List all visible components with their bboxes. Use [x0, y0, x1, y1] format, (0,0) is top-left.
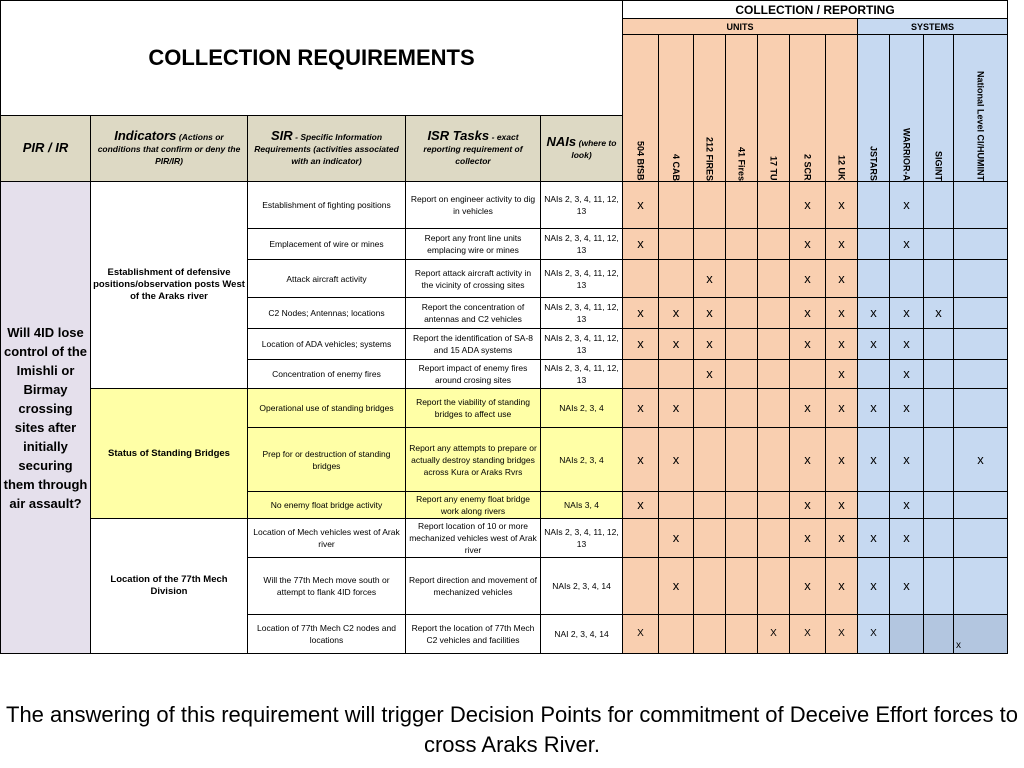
sir-cell: No enemy float bridge activity	[248, 492, 406, 519]
coverage-mark-cell	[924, 492, 954, 519]
coverage-mark-cell: x	[890, 428, 924, 492]
indicator-cell: Establishment of defensive positions/observation posts West of the Araks river	[91, 182, 248, 389]
coverage-mark-cell: x	[790, 492, 826, 519]
coverage-mark-cell	[924, 428, 954, 492]
isr-task-cell: Report the concentration of antennas and C2 vehicles	[406, 298, 541, 329]
coverage-mark-cell: x	[890, 229, 924, 260]
coverage-mark-cell: x	[826, 329, 858, 360]
coverage-mark-cell	[924, 360, 954, 389]
sir-cell: Operational use of standing bridges	[248, 389, 406, 428]
coverage-mark-cell: x	[790, 428, 826, 492]
coverage-mark-cell	[858, 182, 890, 229]
isr-task-cell: Report attack aircraft activity in the vicinity of crossing sites	[406, 260, 541, 298]
sir-cell: Will the 77th Mech move south or attempt to flank 4ID forces	[248, 558, 406, 615]
isr-header-sub: - exact reporting requirement of collector	[423, 132, 523, 166]
coverage-mark-cell	[758, 492, 790, 519]
isr-task-cell: Report the location of 77th Mech C2 vehicles and facilities	[406, 615, 541, 654]
coverage-mark-cell: x	[890, 182, 924, 229]
coverage-mark-cell	[659, 360, 694, 389]
coverage-mark-cell: x	[890, 389, 924, 428]
coverage-mark-cell	[924, 389, 954, 428]
coverage-mark-cell: x	[623, 428, 659, 492]
coverage-mark-cell: x	[890, 360, 924, 389]
coverage-mark-cell: x	[659, 558, 694, 615]
coverage-mark-cell	[726, 360, 758, 389]
coverage-mark-cell	[623, 519, 659, 558]
coverage-mark-cell	[758, 519, 790, 558]
coverage-mark-cell	[858, 360, 890, 389]
coverage-mark-cell	[758, 360, 790, 389]
page-title: COLLECTION REQUIREMENTS	[1, 1, 623, 116]
coverage-mark-cell: x	[890, 298, 924, 329]
coverage-mark-cell	[954, 260, 1008, 298]
units-group-header: UNITS	[623, 19, 858, 35]
system-column-header	[954, 35, 1008, 182]
isr-task-cell: Report any front line units emplacing wire or mines	[406, 229, 541, 260]
isr-task-cell: Report the viability of standing bridges to affect use	[406, 389, 541, 428]
coverage-mark-cell	[726, 260, 758, 298]
coverage-mark-cell	[758, 298, 790, 329]
nais-cell: NAIs 2, 3, 4, 11, 12, 13	[541, 229, 623, 260]
coverage-mark-cell: x	[790, 182, 826, 229]
coverage-mark-cell: x	[890, 329, 924, 360]
coverage-mark-cell: x	[790, 260, 826, 298]
coverage-mark-cell	[726, 298, 758, 329]
unit-column-label: 41 Fires	[736, 146, 747, 181]
nais-cell: NAIs 2, 3, 4	[541, 389, 623, 428]
coverage-mark-cell: x	[659, 519, 694, 558]
indicators-header-sub: (Actions or conditions that confirm or deny the PIR/IR)	[97, 132, 241, 166]
coverage-mark-cell	[694, 182, 726, 229]
coverage-mark-cell: x	[826, 492, 858, 519]
coverage-mark-cell: X	[758, 615, 790, 654]
coverage-mark-cell	[694, 389, 726, 428]
coverage-mark-cell: x	[790, 389, 826, 428]
coverage-mark-cell	[623, 360, 659, 389]
coverage-mark-cell: x	[954, 428, 1008, 492]
sir-header-sub: - Specific Information Requirements (activities associated with an indicator)	[254, 132, 399, 166]
coverage-mark-cell	[890, 260, 924, 298]
system-column-label: WARRIOR-A	[901, 128, 912, 181]
coverage-mark-cell: x	[659, 389, 694, 428]
coverage-mark-cell	[726, 229, 758, 260]
coverage-mark-cell	[954, 558, 1008, 615]
coverage-mark-cell: x	[623, 389, 659, 428]
unit-column-header	[790, 35, 826, 182]
nais-header	[541, 116, 623, 182]
coverage-mark-cell	[858, 492, 890, 519]
isr-task-cell: Report location of 10 or more mechanized vehicles west of Arak river	[406, 519, 541, 558]
isr-task-cell: Report the identification of SA-8 and 15 ADA systems	[406, 329, 541, 360]
coverage-mark-cell: x	[623, 298, 659, 329]
coverage-mark-cell	[726, 329, 758, 360]
coverage-mark-cell: x	[659, 329, 694, 360]
pir-header-label: PIR / IR	[22, 140, 69, 155]
coverage-mark-cell	[924, 182, 954, 229]
coverage-mark-cell	[726, 492, 758, 519]
coverage-mark-cell	[758, 229, 790, 260]
coverage-mark-cell: x	[858, 558, 890, 615]
coverage-mark-cell	[858, 260, 890, 298]
pir-question: Will 4ID lose control of the Imishli or Birmay crossing sites after initially securing them through air assault?	[1, 182, 91, 654]
sir-header	[248, 116, 406, 182]
coverage-mark-cell	[694, 428, 726, 492]
coverage-mark-cell: x	[694, 298, 726, 329]
coverage-mark-cell: x	[924, 298, 954, 329]
unit-column-label: 12 UK	[836, 155, 847, 181]
indicators-header	[91, 116, 248, 182]
coverage-mark-cell: x	[890, 492, 924, 519]
nais-cell: NAIs 2, 3, 4, 14	[541, 558, 623, 615]
coverage-mark-cell	[659, 260, 694, 298]
coverage-mark-cell: x	[659, 428, 694, 492]
sir-cell: Location of 77th Mech C2 nodes and locations	[248, 615, 406, 654]
coverage-mark-cell	[924, 558, 954, 615]
system-column-label: JSTARS	[868, 146, 879, 181]
coverage-mark-cell	[659, 615, 694, 654]
sir-cell: Location of Mech vehicles west of Arak river	[248, 519, 406, 558]
coverage-mark-cell: x	[954, 615, 1008, 654]
unit-column-label: 504 BfSB	[635, 141, 646, 181]
coverage-mark-cell	[858, 229, 890, 260]
sir-header-label: SIR	[270, 128, 293, 143]
coverage-mark-cell	[694, 558, 726, 615]
coverage-mark-cell: X	[623, 615, 659, 654]
coverage-mark-cell: x	[694, 260, 726, 298]
coverage-mark-cell: x	[694, 329, 726, 360]
systems-group-header: SYSTEMS	[858, 19, 1008, 35]
coverage-mark-cell: x	[890, 558, 924, 615]
coverage-mark-cell: X	[826, 615, 858, 654]
collection-reporting-header: COLLECTION / REPORTING	[623, 1, 1008, 19]
coverage-mark-cell	[758, 329, 790, 360]
coverage-mark-cell	[726, 615, 758, 654]
coverage-mark-cell	[694, 519, 726, 558]
coverage-mark-cell: x	[623, 182, 659, 229]
coverage-mark-cell	[924, 615, 954, 654]
unit-column-label: 17 TU	[768, 156, 779, 181]
coverage-mark-cell	[623, 558, 659, 615]
sir-cell: Concentration of enemy fires	[248, 360, 406, 389]
coverage-mark-cell: x	[858, 389, 890, 428]
isr-task-cell: Report direction and movement of mechanized vehicles	[406, 558, 541, 615]
isr-task-cell: Report impact of enemy fires around crosing sites	[406, 360, 541, 389]
indicator-cell: Status of Standing Bridges	[91, 389, 248, 519]
unit-column-header	[826, 35, 858, 182]
unit-column-label: 2 SCR	[802, 154, 813, 181]
nais-cell: NAIs 2, 3, 4, 11, 12, 13	[541, 519, 623, 558]
sir-cell: Prep for or destruction of standing bridges	[248, 428, 406, 492]
coverage-mark-cell	[694, 492, 726, 519]
coverage-mark-cell	[924, 519, 954, 558]
coverage-mark-cell: x	[826, 182, 858, 229]
unit-column-label: 4 CAB	[671, 153, 681, 181]
unit-column-header	[758, 35, 790, 182]
isr-header	[406, 116, 541, 182]
indicator-cell: Location of the 77th Mech Division	[91, 519, 248, 654]
coverage-mark-cell	[758, 558, 790, 615]
coverage-mark-cell	[790, 360, 826, 389]
coverage-mark-cell	[758, 428, 790, 492]
coverage-mark-cell: x	[858, 428, 890, 492]
coverage-mark-cell: x	[790, 229, 826, 260]
isr-task-cell: Report any enemy float bridge work along rivers	[406, 492, 541, 519]
sir-cell: Location of ADA vehicles; systems	[248, 329, 406, 360]
coverage-mark-cell	[954, 329, 1008, 360]
coverage-mark-cell	[659, 182, 694, 229]
unit-column-label: 212 FIRES	[704, 136, 715, 181]
coverage-mark-cell	[758, 182, 790, 229]
coverage-mark-cell: x	[826, 229, 858, 260]
coverage-mark-cell: x	[826, 260, 858, 298]
unit-column-header	[623, 35, 659, 182]
coverage-mark-cell: x	[659, 298, 694, 329]
coverage-mark-cell: x	[694, 360, 726, 389]
coverage-mark-cell	[659, 229, 694, 260]
coverage-mark-cell: x	[623, 229, 659, 260]
coverage-mark-cell: x	[826, 298, 858, 329]
coverage-mark-cell: x	[826, 428, 858, 492]
nais-cell: NAIs 2, 3, 4, 11, 12, 13	[541, 360, 623, 389]
coverage-mark-cell	[954, 492, 1008, 519]
unit-column-header	[726, 35, 758, 182]
coverage-mark-cell: x	[826, 558, 858, 615]
system-column-label: SIGINT	[933, 150, 944, 181]
table-row	[1, 182, 1008, 229]
system-column-header	[890, 35, 924, 182]
unit-column-header	[659, 35, 694, 182]
coverage-mark-cell	[726, 428, 758, 492]
coverage-mark-cell	[954, 519, 1008, 558]
coverage-mark-cell	[694, 615, 726, 654]
system-column-label: National Level CI/HUMINT	[975, 70, 986, 181]
coverage-mark-cell	[726, 389, 758, 428]
coverage-mark-cell: x	[890, 519, 924, 558]
nais-cell: NAIs 2, 3, 4, 11, 12, 13	[541, 298, 623, 329]
sir-cell: C2 Nodes; Antennas; locations	[248, 298, 406, 329]
coverage-mark-cell: X	[790, 615, 826, 654]
table-row	[1, 389, 1008, 428]
sir-cell: Emplacement of wire or mines	[248, 229, 406, 260]
footer-note: The answering of this requirement will trigger Decision Points for commitment of Deceive Effort forces to cross Araks River.	[6, 702, 1018, 757]
coverage-mark-cell	[659, 492, 694, 519]
nais-cell: NAIs 2, 3, 4	[541, 428, 623, 492]
coverage-mark-cell: x	[858, 329, 890, 360]
coverage-mark-cell: x	[826, 360, 858, 389]
nais-header-sub: (where to look)	[571, 138, 617, 160]
coverage-mark-cell	[726, 519, 758, 558]
unit-column-header	[694, 35, 726, 182]
coverage-mark-cell	[924, 260, 954, 298]
coverage-mark-cell: x	[790, 519, 826, 558]
coverage-mark-cell	[924, 229, 954, 260]
indicators-header-label: Indicators	[114, 128, 177, 143]
coverage-mark-cell: x	[858, 298, 890, 329]
sir-cell: Establishment of fighting positions	[248, 182, 406, 229]
coverage-mark-cell: x	[790, 558, 826, 615]
coverage-mark-cell: x	[790, 298, 826, 329]
coverage-mark-cell	[954, 298, 1008, 329]
coverage-mark-cell: x	[826, 389, 858, 428]
system-column-header	[924, 35, 954, 182]
sir-cell: Attack aircraft activity	[248, 260, 406, 298]
coverage-mark-cell	[758, 389, 790, 428]
nais-cell: NAIs 3, 4	[541, 492, 623, 519]
coverage-mark-cell	[954, 182, 1008, 229]
table-row	[1, 519, 1008, 558]
isr-task-cell: Report on engineer activity to dig in vehicles	[406, 182, 541, 229]
nais-cell: NAIs 2, 3, 4, 11, 12, 13	[541, 260, 623, 298]
coverage-mark-cell: x	[623, 329, 659, 360]
coverage-mark-cell	[954, 229, 1008, 260]
coverage-mark-cell	[924, 329, 954, 360]
coverage-mark-cell: X	[858, 615, 890, 654]
nais-cell: NAI 2, 3, 4, 14	[541, 615, 623, 654]
coverage-mark-cell	[694, 229, 726, 260]
coverage-mark-cell	[623, 260, 659, 298]
coverage-mark-cell	[890, 615, 924, 654]
nais-cell: NAIs 2, 3, 4, 11, 12, 13	[541, 329, 623, 360]
system-column-header	[858, 35, 890, 182]
coverage-mark-cell: x	[790, 329, 826, 360]
nais-header-label: NAIs	[546, 134, 577, 149]
coverage-mark-cell	[758, 260, 790, 298]
nais-cell: NAIs 2, 3, 4, 11, 12, 13	[541, 182, 623, 229]
coverage-mark-cell: x	[623, 492, 659, 519]
isr-task-cell: Report any attempts to prepare or actually destroy standing bridges across Kura or Araks Rvrs	[406, 428, 541, 492]
coverage-mark-cell	[954, 389, 1008, 428]
pir-header	[1, 116, 91, 182]
coverage-mark-cell	[954, 360, 1008, 389]
coverage-mark-cell: x	[858, 519, 890, 558]
isr-header-label: ISR Tasks	[427, 128, 490, 143]
coverage-mark-cell	[726, 558, 758, 615]
coverage-mark-cell	[726, 182, 758, 229]
coverage-mark-cell: x	[826, 519, 858, 558]
